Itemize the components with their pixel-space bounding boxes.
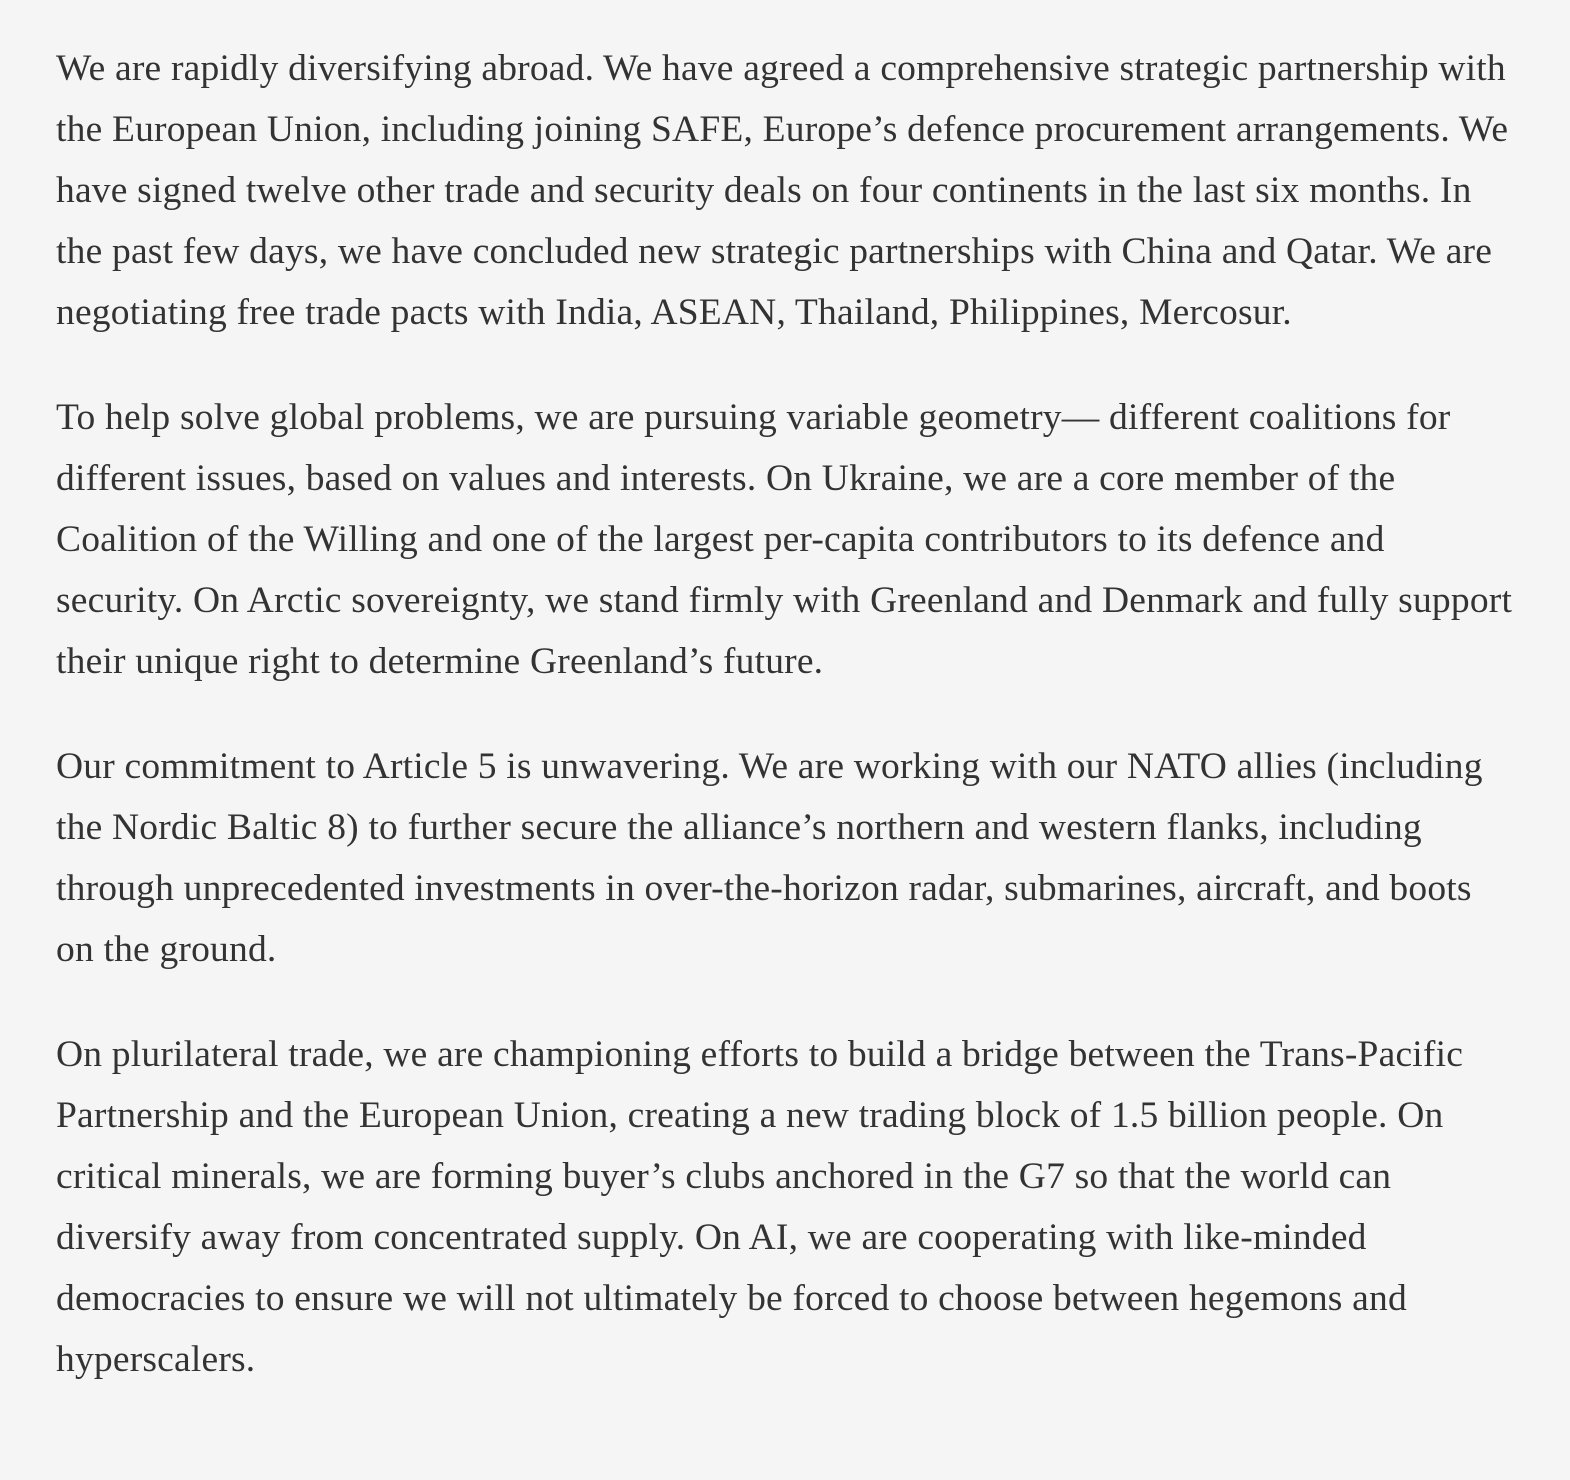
paragraph-variable-geometry: To help solve global problems, we are pursuing variable geometry— different coalitions for different issues, based on values and interests. On Ukraine, we are a core member of the Coalition of the Willing and one of the largest per-capita contributors to its defence and security. On Arctic sovereignty, we stand firmly with Greenland and Denmark and fully support their unique right to determine Greenland’s future.	[56, 397, 1513, 682]
paragraph-plurilateral-trade: On plurilateral trade, we are championing efforts to build a bridge between the Trans-Pacific Partnership and the European Union, creating a new trading block of 1.5 billion people. On critical minerals, we are forming buyer’s clubs anchored in the G7 so that the world can diversify away from concentrated supply. On AI, we are cooperating with like-minded democracies to ensure we will not ultimately be forced to choose between hegemons and hyperscalers.	[56, 1034, 1464, 1380]
paragraph-diversifying-abroad: We are rapidly diversifying abroad. We have agreed a comprehensive strategic partnership with the European Union, including joining SAFE, Europe’s defence procurement arrangements. We have signed twelve other trade and security deals on four continents in the last six months. In the past few days, we have concluded new strategic partnerships with China and Qatar. We are negotiating free trade pacts with India, ASEAN, Thailand, Philippines, Mercosur.	[56, 48, 1509, 333]
paragraph-article-5-commitment: Our commitment to Article 5 is unwavering. We are working with our NATO allies (including the Nordic Baltic 8) to further secure the alliance’s northern and western flanks, including through unprecedented investments in over-the-horizon radar, submarines, aircraft, and boots on the ground.	[56, 746, 1483, 970]
